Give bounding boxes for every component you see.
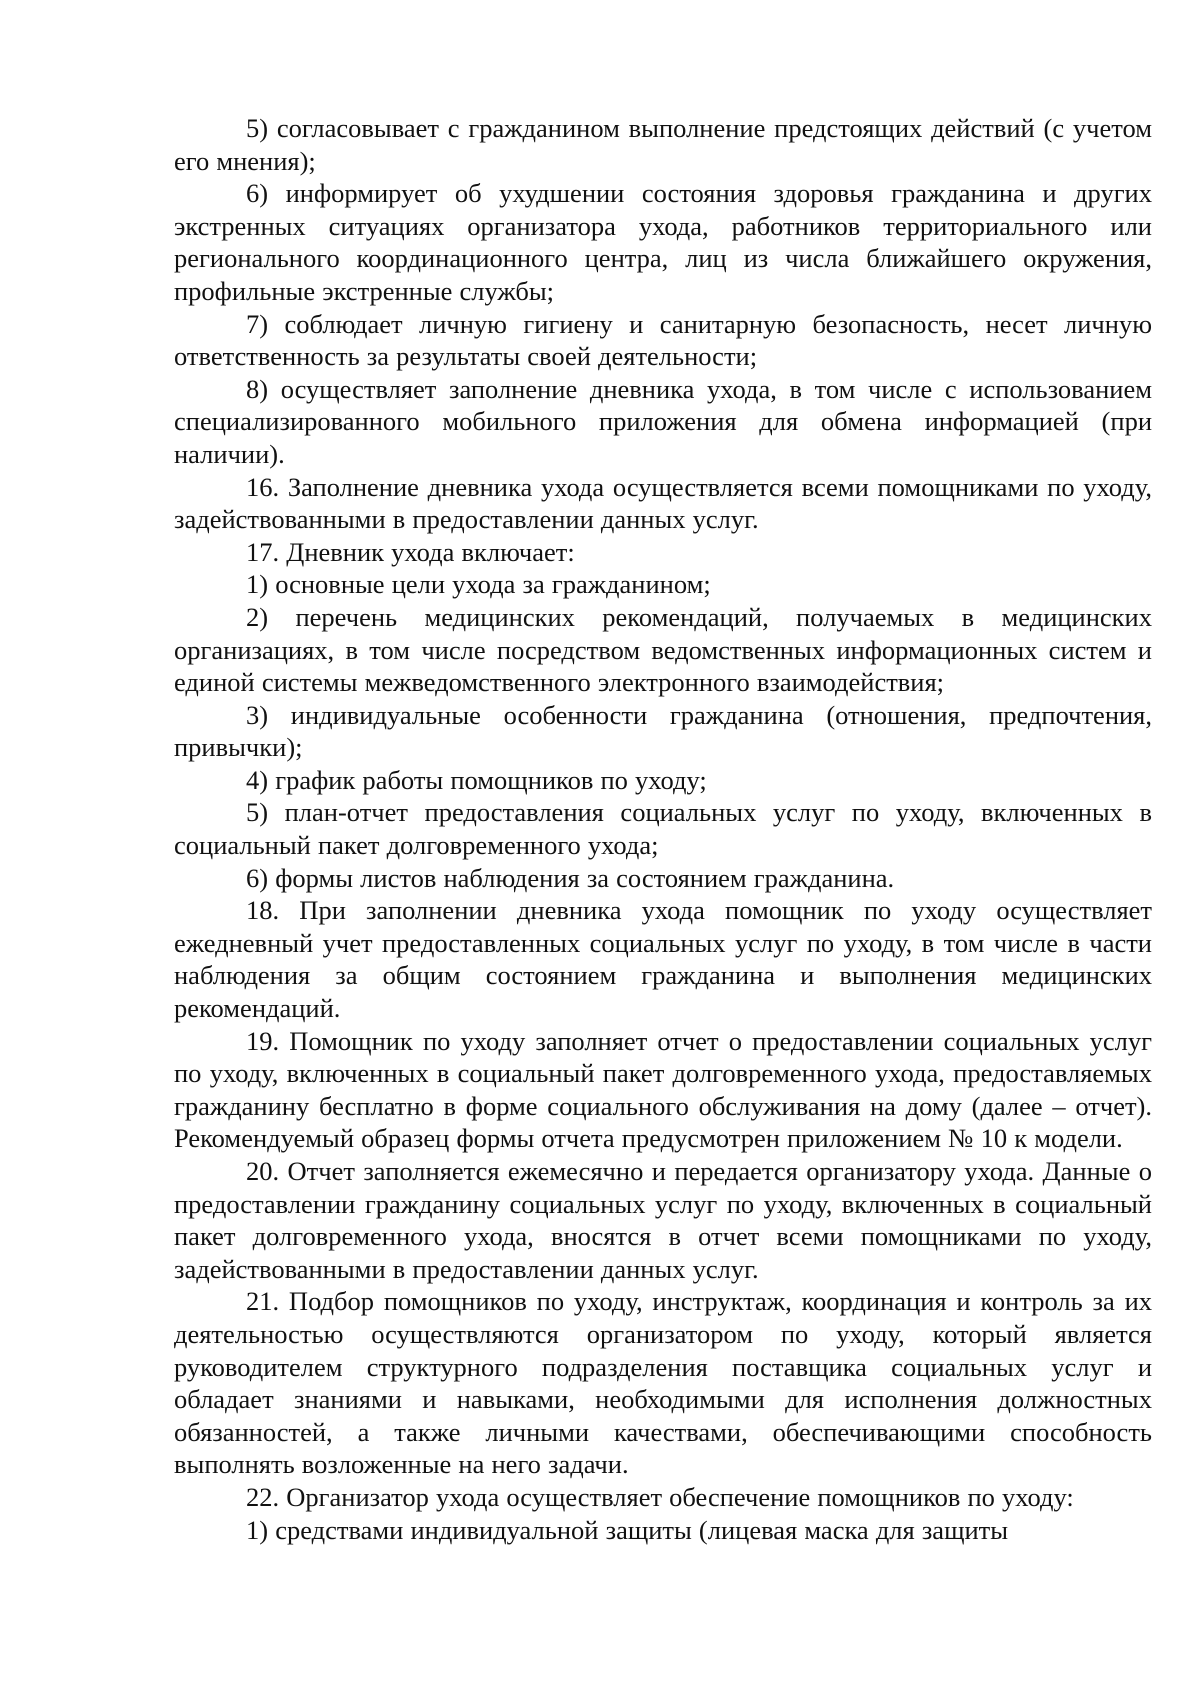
paragraph-17-item-4: 4) график работы помощников по уходу; <box>246 764 707 795</box>
paragraph-item-7: 7) соблюдает личную гигиену и санитарную безопасность, несет личную ответственность за результаты своей деятельности; <box>174 308 1152 372</box>
paragraph-22-item-1: 1) средствами индивидуальной защиты (лицевая маска для защиты <box>246 1514 1009 1545</box>
paragraph-item-5: 5) согласовывает с гражданином выполнение предстоящих действий (с учетом его мнения); <box>174 113 1152 176</box>
document-text <box>174 112 1152 1546</box>
paragraph-17-item-6: 6) формы листов наблюдения за состоянием гражданина. <box>246 862 895 893</box>
paragraph-item-6: 6) информирует об ухудшении состояния здоровья гражданина и других экстренных ситуациях организатора ухода, работников территориального или регионального координационного центра, лиц из числа ближайшего окружения, профильные экстренные службы; <box>174 178 1152 306</box>
paragraph-section-19: 19. Помощник по уходу заполняет отчет о предоставлении социальных услуг по уходу, включенных в социальный пакет долговременного ухода, предоставляемых гражданину бесплатно в форме социального обслуживания на дому (далее – отчет). Рекомендуемый образец формы отчета предусмотрен приложением № 10 к модели. <box>174 1025 1152 1154</box>
paragraph-section-20: 20. Отчет заполняется ежемесячно и передается организатору ухода. Данные о предоставлении гражданину социальных услуг по уходу, включенных в социальный пакет долговременного ухода, вносятся в отчет всеми помощниками по уходу, задействованными в предоставлении данных услуг. <box>174 1156 1152 1284</box>
paragraph-17-item-2: 2) перечень медицинских рекомендаций, получаемых в медицинских организациях, в том числе посредством ведомственных информационных систем и единой системы межведомственного электронного взаимодействия; <box>174 601 1152 698</box>
paragraph-section-17: 17. Дневник ухода включает: <box>246 536 575 567</box>
paragraph-17-item-5: 5) план-отчет предоставления социальных услуг по уходу, включенных в социальный пакет долговременного ухода; <box>174 797 1152 861</box>
paragraph-item-8: 8) осуществляет заполнение дневника ухода, в том числе с использованием специализированного мобильного приложения для обмена информацией (при наличии). <box>174 373 1152 469</box>
paragraph-section-16: 16. Заполнение дневника ухода осуществляется всеми помощниками по уходу, задействованными в предоставлении данных услуг. <box>174 471 1152 535</box>
paragraph-17-item-3: 3) индивидуальные особенности гражданина (отношения, предпочтения, привычки); <box>174 699 1152 763</box>
paragraph-section-22: 22. Организатор ухода осуществляет обеспечение помощников по уходу: <box>246 1481 1074 1512</box>
paragraph-17-item-1: 1) основные цели ухода за гражданином; <box>246 569 711 600</box>
paragraph-section-18: 18. При заполнении дневника ухода помощник по уходу осуществляет ежедневный учет предоставленных социальных услуг по уходу, в том числе в части наблюдения за общим состоянием гражданина и выполнения медицинских рекомендаций. <box>174 895 1152 1024</box>
paragraph-section-21: 21. Подбор помощников по уходу, инструктаж, координация и контроль за их деятельностью осуществляются организатором по уходу, который является руководителем структурного подразделения поставщика социальных услуг и обладает знаниями и навыками, необходимыми для исполнения должностных обязанностей, а также личными качествами, обеспечивающими способность выполнять возложенные на него задачи. <box>174 1286 1152 1480</box>
